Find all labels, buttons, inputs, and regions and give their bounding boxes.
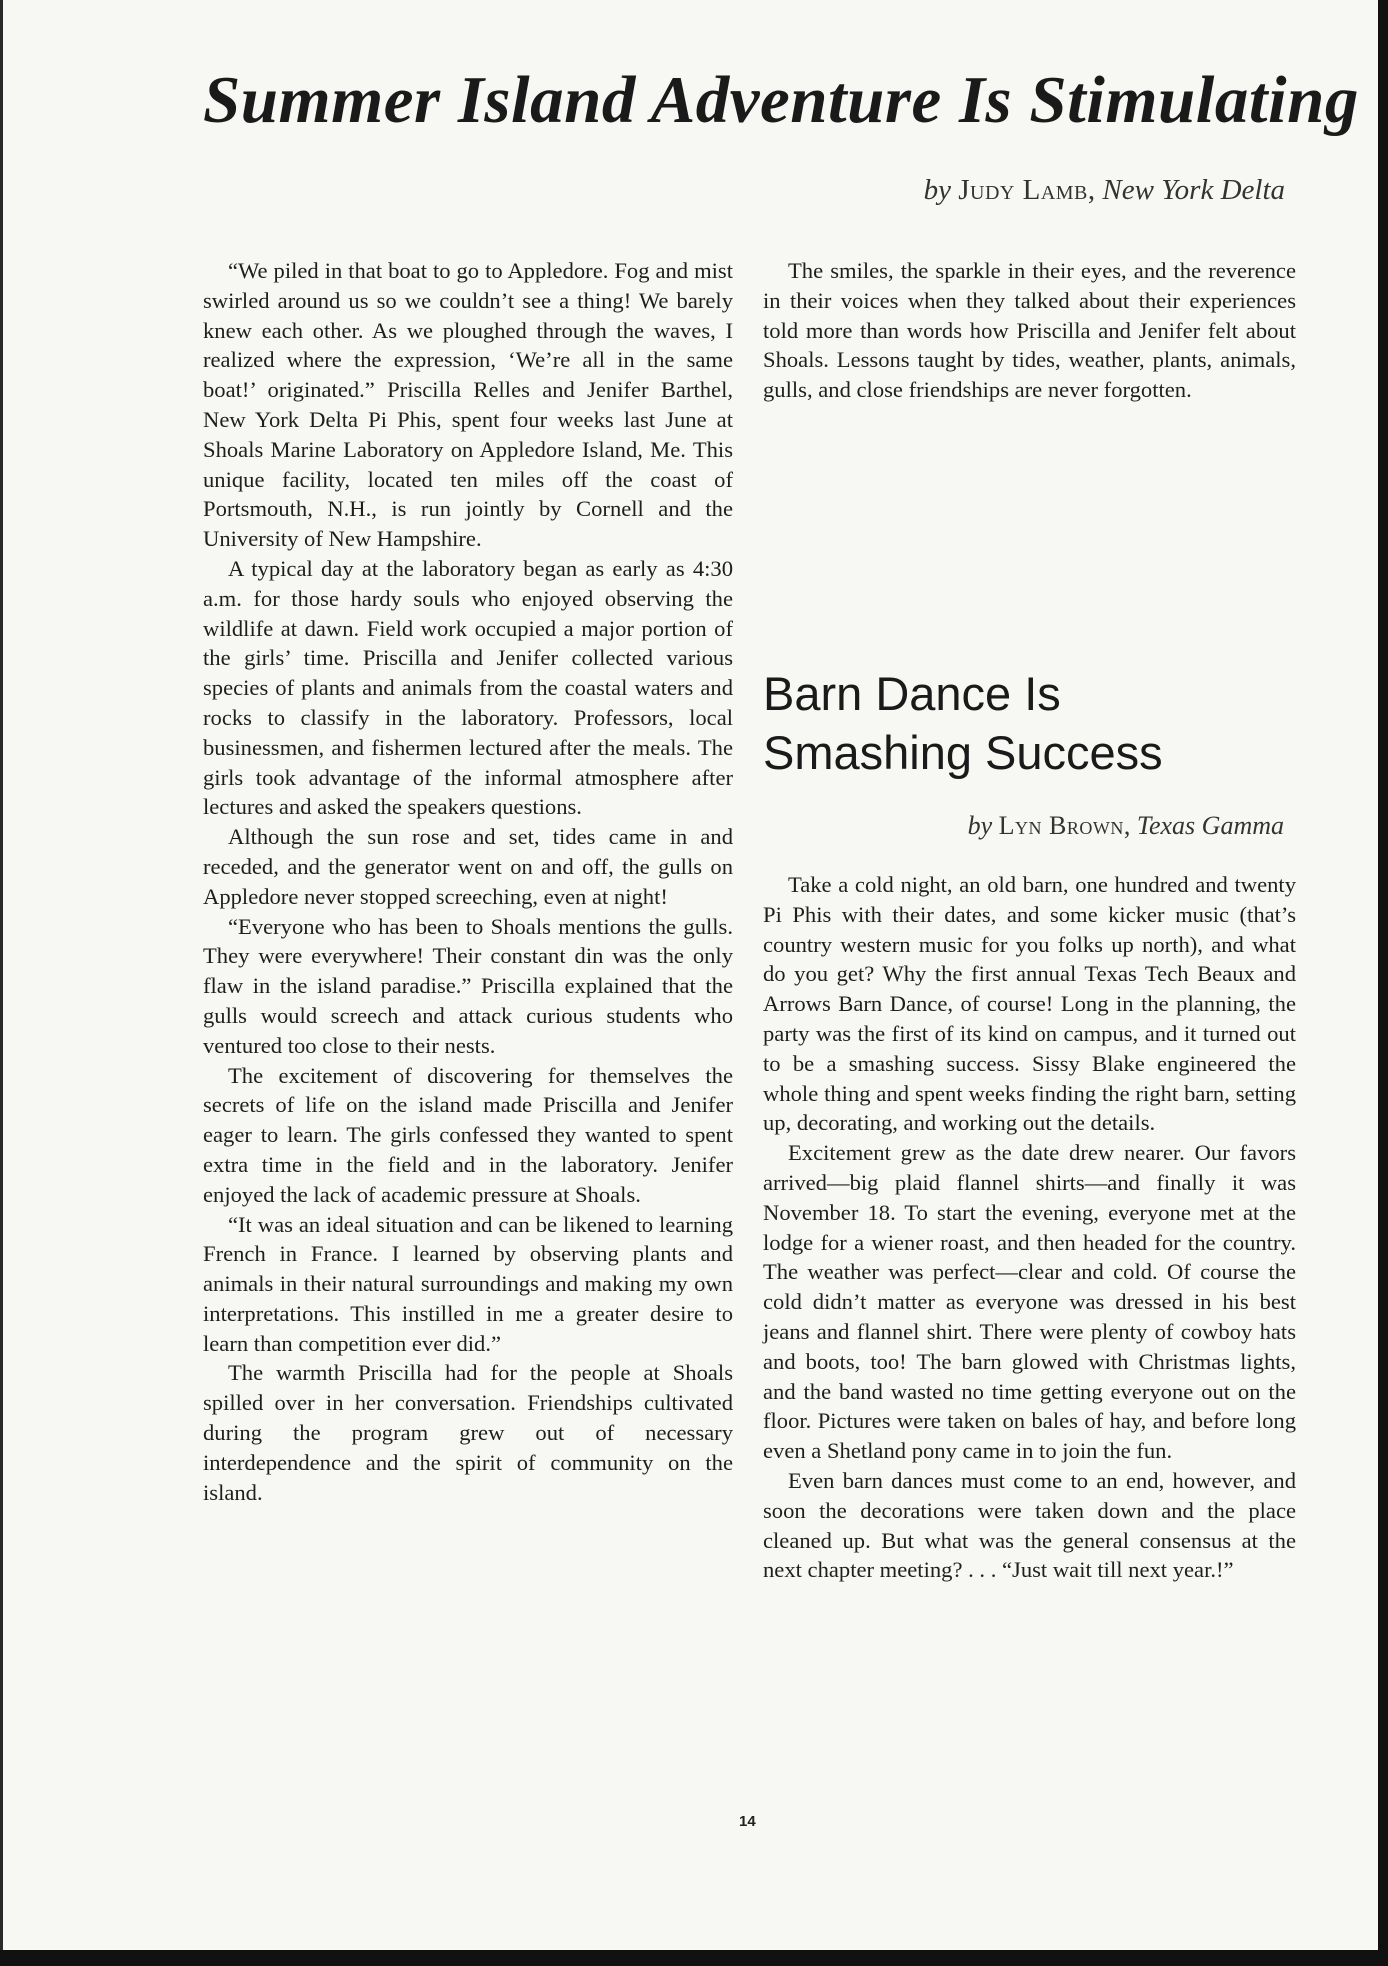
scan-edge-right [1378,0,1388,1966]
paragraph: “We piled in that boat to go to Appledore. Fog and mist swirled around us so we couldn’t see a thing! We barely knew each other. As we ploughed through the waves, I realized where the expression, ‘We’re all in the same boat!’ originated.” Priscilla Relles and Jenifer Barthel, New York Delta Pi Phis, spent four weeks last June at Shoals Marine Laboratory on Appledore Island, Me. This unique facility, located ten miles off the coast of Portsmouth, N.H., is run jointly by Cornell and the University of New Hampshire. [203,258,733,552]
article-column-left [203,256,733,1507]
article-title: Summer Island Adventure Is Stimulating [203,63,1359,137]
scan-edge-bottom [0,1950,1388,1966]
paragraph: The warmth Priscilla had for the people at Shoals spilled over in her conversation. Friendships cultivated during the program grew out of necessary interdependence and the spirit of community on the island. [203,1360,733,1505]
byline-chapter: New York Delta [1102,174,1285,206]
article-byline: by Judy Lamb, New York Delta [923,174,1285,206]
paragraph: Take a cold night, an old barn, one hundred and twenty Pi Phis with their dates, and some kicker music (that’s country western music for you folks up north), and what do you get? Why the first annual Texas Tech Beaux and Arrows Barn Dance, of course! Long in the planning, the party was the first of its kind on campus, and it turned out to be a smashing success. Sissy Blake engineered the whole thing and spent weeks finding the right barn, setting up, decorating, and working out the details. [763,872,1296,1136]
paragraph: “Everyone who has been to Shoals mentions the gulls. They were everywhere! Their constant din was the only flaw in the island paradise.” Priscilla explained that the gulls would screech and attack curious students who ventured too close to their nests. [203,913,733,1058]
byline-by: by [967,811,993,840]
second-article-body [763,870,1296,1585]
paragraph: The excitement of discovering for themselves the secrets of life on the island made Priscilla and Jenifer eager to learn. The girls confessed they wanted to spent extra time in the field and in the laboratory. Jenifer enjoyed the lack of academic pressure at Shoals. [203,1062,733,1207]
paragraph: Although the sun rose and set, tides came in and receded, and the generator went on and off, the gulls on Appledore never stopped screeching, even at night! [203,824,733,909]
byline-author: Lyn Brown [998,811,1124,840]
byline-author: Judy Lamb [958,174,1088,206]
paragraph: Excitement grew as the date drew nearer. Our favors arrived—big plaid flannel shirts—and finally it was November 18. To start the evening, everyone met at the lodge for a wiener roast, and then headed for the country. The weather was perfect—clear and cold. Of course the cold didn’t matter as everyone was dressed in his best jeans and flannel shirt. There were plenty of cowboy hats and boots, too! The barn glowed with Christmas lights, and the band wasted no time getting everyone out on the floor. Pictures were taken on bales of hay, and before long even a Shetland pony came in to join the fun. [763,1140,1296,1464]
second-article-title-line1: Barn Dance Is [763,667,1061,720]
second-article-title-line2: Smashing Success [763,726,1163,779]
byline-chapter: Texas Gamma [1136,811,1284,840]
second-article-title [763,664,1163,782]
page-number: 14 [739,1813,756,1830]
byline-by: by [923,174,951,206]
second-article-byline: by Lyn Brown, Texas Gamma [967,811,1284,840]
article-column-right [763,256,1296,405]
paragraph: Even barn dances must come to an end, however, and soon the decorations were taken down and the place cleaned up. But what was the general consensus at the next chapter meeting? . . . “Just wait till next year.!” [763,1467,1296,1583]
paragraph: “It was an ideal situation and can be likened to learning French in France. I learned by observing plants and animals in their natural surroundings and making my own interpretations. This instilled in me a greater desire to learn than competition ever did.” [203,1211,733,1356]
paragraph: A typical day at the laboratory began as early as 4:30 a.m. for those hardy souls who enjoyed observing the wildlife at dawn. Field work occupied a major portion of the girls’ time. Priscilla and Jenifer collected various species of plants and animals from the coastal waters and rocks to classify in the laboratory. Professors, local businessmen, and fishermen lectured after the meals. The girls took advantage of the informal atmosphere after lectures and asked the speakers questions. [203,555,733,820]
paragraph: The smiles, the sparkle in their eyes, and the reverence in their voices when they talked about their experiences told more than words how Priscilla and Jenifer felt about Shoals. Lessons taught by tides, weather, plants, animals, gulls, and close friendships are never forgotten. [763,258,1296,403]
